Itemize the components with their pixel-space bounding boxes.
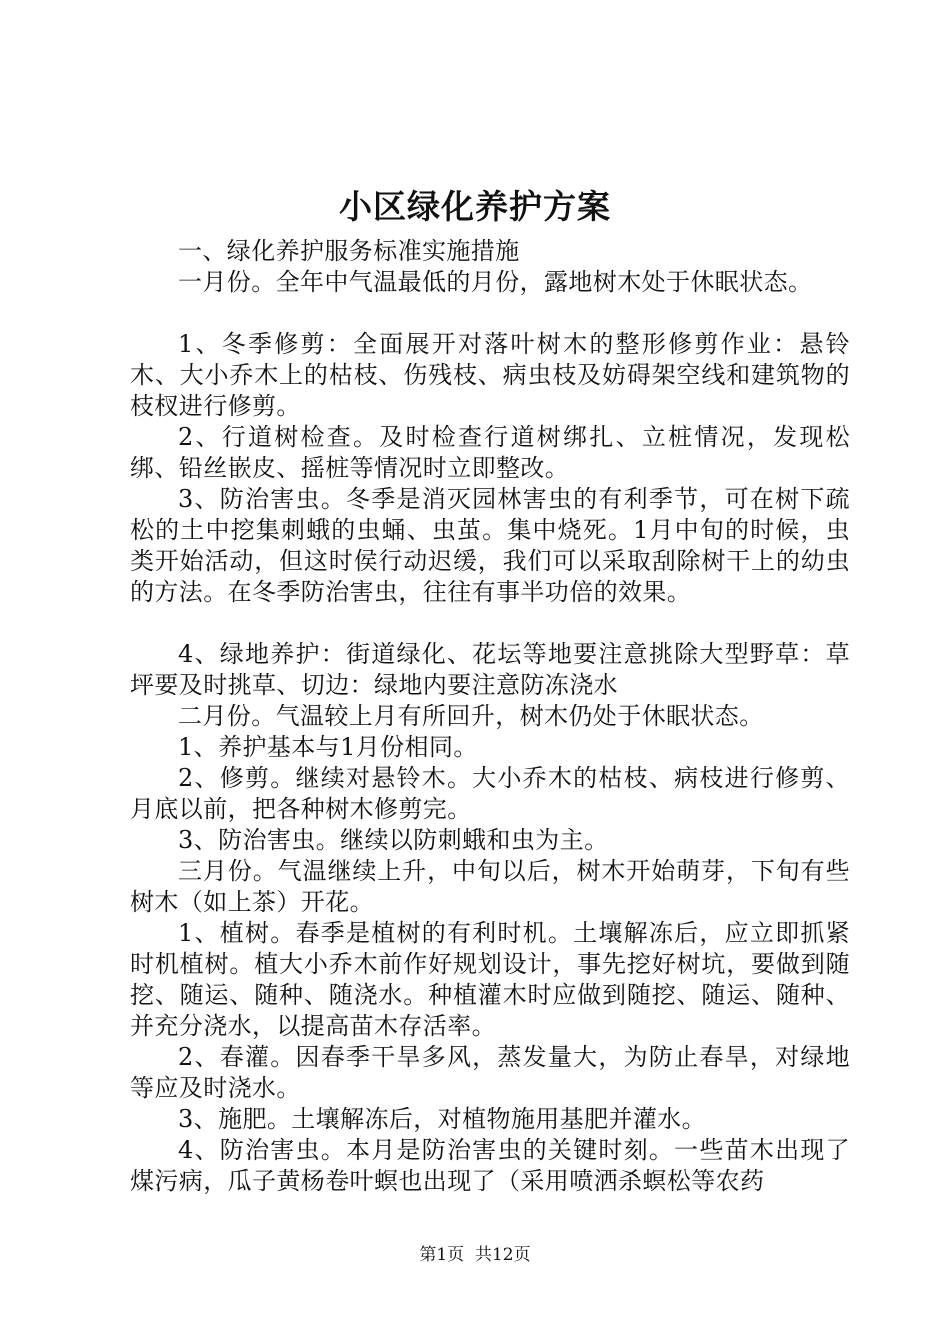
page-footer: 第1页 共12页 (419, 1245, 531, 1265)
document-body (130, 236, 850, 1197)
month-heading-january: 一月份。全年中气温最低的月份，露地树木处于休眠状态。 (178, 268, 813, 296)
paragraph-fertilizing: 3、施肥。土壤解冻后，对植物施用基肥并灌水。 (178, 1105, 707, 1133)
paragraph-mar-pest-control: 4、防治害虫。本月是防治害虫的关键时刻。一些苗木出现了煤污病，瓜子黄杨卷叶螟也出现了（采用喷洒杀螟松等农药 (130, 1136, 850, 1195)
paragraph-street-tree-check: 2、行道树检查。及时检查行道树绑扎、立桩情况，发现松绑、铅丝嵌皮、摇桩等情况时立即整改。 (130, 423, 850, 482)
month-heading-march: 三月份。气温继续上升，中旬以后，树木开始萌芽，下旬有些树木（如上茶）开花。 (130, 857, 850, 916)
paragraph-pest-control-jan: 3、防治害虫。冬季是消灭园林害虫的有利季节，可在树下疏松的土中挖集刺蛾的虫蛹、虫茧。集中烧死。1月中旬的时候，虫类开始活动，但这时侯行动迟缓，我们可以采取刮除树干上的幼虫的方法。在冬季防治害虫，往往有事半功倍的效果。 (130, 485, 850, 606)
paragraph-spring-irrigation: 2、春灌。因春季干旱多风，蒸发量大，为防止春旱，对绿地等应及时浇水。 (130, 1043, 850, 1102)
paragraph-feb-pest-control: 3、防治害虫。继续以防刺蛾和虫为主。 (178, 826, 609, 854)
month-heading-february: 二月份。气温较上月有所回升，树木仍处于休眠状态。 (178, 702, 764, 730)
document-title: 小区绿化养护方案 (339, 187, 611, 226)
paragraph-feb-maintenance: 1、养护基本与1月份相同。 (178, 733, 478, 761)
paragraph-tree-planting: 1、植树。春季是植树的有利时机。土壤解冻后，应立即抓紧时机植树。植大小乔木前作好规划设计，事先挖好树坑，要做到随挖、随运、随种、随浇水。种植灌木时应做到随挖、随运、随种、并充分浇水，以提高苗木存活率。 (130, 919, 850, 1040)
paragraph-feb-pruning: 2、修剪。继续对悬铃木。大小乔木的枯枝、病枝进行修剪、月底以前，把各种树木修剪完。 (130, 764, 850, 823)
paragraph-green-maintenance: 4、绿地养护：街道绿化、花坛等地要注意挑除大型野草：草坪要及时挑草、切边：绿地内要注意防冻浇水 (130, 640, 850, 699)
paragraph-winter-pruning: 1、冬季修剪：全面展开对落叶树木的整形修剪作业：悬铃木、大小乔木上的枯枝、伤残枝、病虫枝及妨碍架空线和建筑物的枝杈进行修剪。 (130, 330, 850, 420)
section-heading: 一、绿化养护服务标准实施措施 (178, 237, 520, 265)
